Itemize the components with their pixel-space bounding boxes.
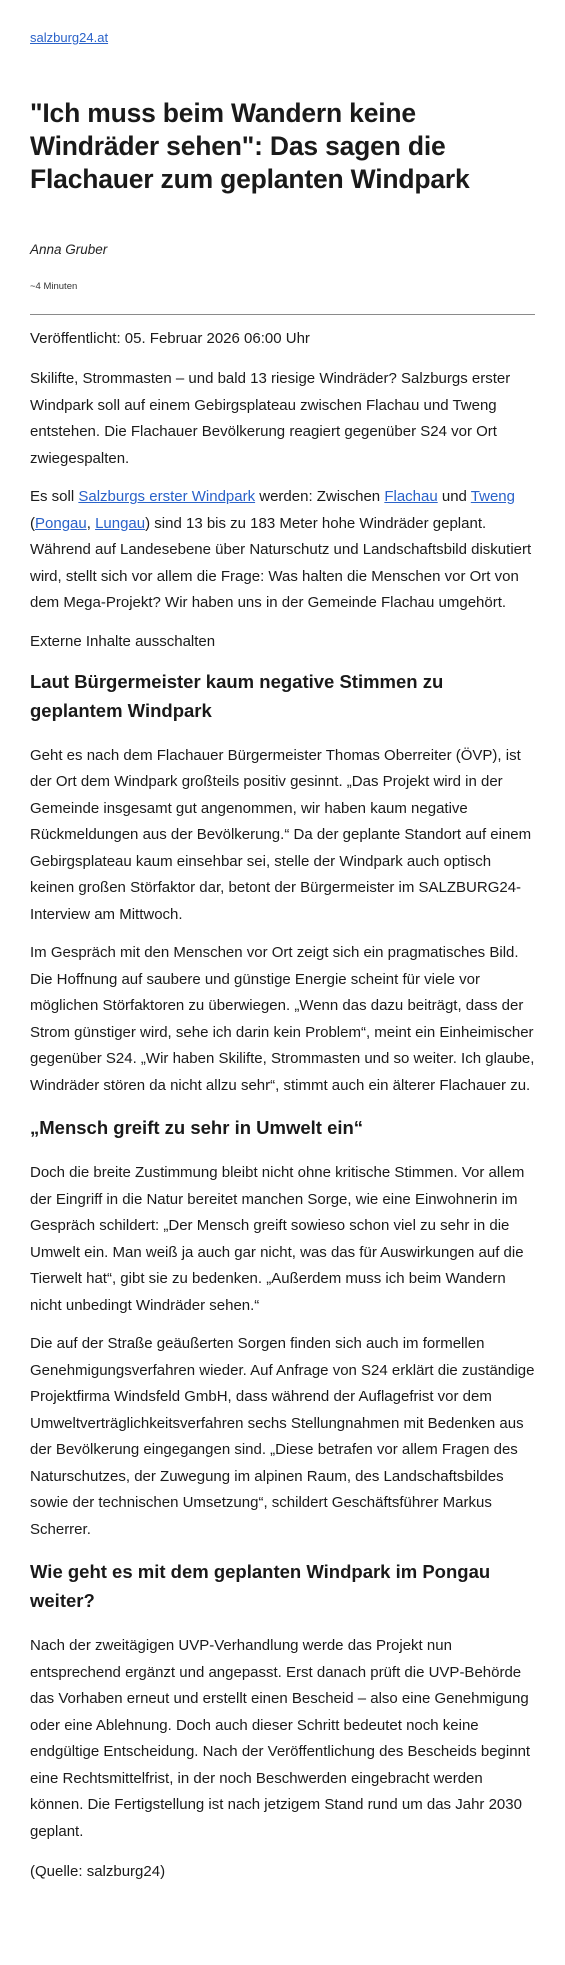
body-paragraph-links: [30, 484, 535, 617]
text-fragment: Es soll: [30, 488, 79, 505]
source-note: (Quelle: salzburg24): [30, 1863, 166, 1880]
external-content-toggle[interactable]: Externe Inhalte ausschalten: [30, 632, 216, 650]
article-headline: "Ich muss beim Wandern keine Windräder sehen": Das sagen die Flachauer zum geplanten Windpark: [30, 98, 470, 194]
link-lungau[interactable]: Lungau: [95, 514, 146, 532]
section-heading-umwelt: „Mensch greift zu sehr in Umwelt ein“: [30, 1117, 364, 1138]
published-date: Veröffentlicht: 05. Februar 2026 06:00 Uhr: [30, 330, 310, 347]
intro-paragraph: Skilifte, Strommasten – und bald 13 riesige Windräder? Salzburgs erster Windpark soll auf einem Gebirgsplateau zwischen Flachau und Tweng entstehen. Die Flachauer Bevölkerung reagiert gegenüber S24 vor Ort zwiegespalten.: [30, 370, 511, 467]
link-salzburgs-erster-windpark[interactable]: Salzburgs erster Windpark: [78, 488, 256, 505]
body-paragraph: Im Gespräch mit den Menschen vor Ort zeigt sich ein pragmatisches Bild. Die Hoffnung auf saubere und günstige Energie scheint für viele vor möglichen Störfaktoren zu überwiegen. „Wenn das dazu beiträgt, dass der Strom günstiger wird, sehe ich darin kein Problem“, meint ein Einheimischer gegenüber S24. „Wir haben Skilifte, Strommasten und so weiter. Ich glaube, Windräder stören da nicht allzu sehr“, stimmt auch ein älterer Flachauer zu.: [30, 944, 535, 1094]
text-fragment: und: [437, 488, 471, 505]
source-site-link[interactable]: salzburg24.at: [30, 30, 109, 45]
body-paragraph: Doch die breite Zustimmung bleibt nicht ohne kritische Stimmen. Vor allem der Eingriff in die Natur bereitet manchen Sorge, wie eine Einwohnerin im Gespräch schildert: „Der Mensch greift sowieso schon viel zu sehr in die Umwelt ein. Man weiß ja auch gar nicht, was das für Auswirkungen auf die Tierwelt hat“, gibt sie zu bedenken. „Außerdem muss ich beim Wandern nicht unbedingt Windräder sehen.“: [30, 1164, 525, 1314]
body-paragraph: Die auf der Straße geäußerten Sorgen finden sich auch im formellen Genehmigungsverfahren wieder. Auf Anfrage von S24 erklärt die zuständige Projektfirma Windsfeld GmbH, dass während der Auflagefrist vor dem Umweltverträglichkeitsverfahren sechs Stellungnahmen mit Bedenken aus der Bevölkerung eingegangen sind. „Diese betrafen vor allem Fragen des Naturschutzes, der Zuwegung im alpinen Raum, des Landschaftsbildes sowie der technischen Umsetzung“, schildert Geschäftsführer Markus Scherrer.: [30, 1335, 535, 1538]
article-author: Anna Gruber: [30, 242, 108, 257]
section-heading-buergermeister: Laut Bürgermeister kaum negative Stimmen zu geplantem Windpark: [30, 670, 444, 721]
header-divider: [30, 314, 535, 315]
body-paragraph: Geht es nach dem Flachauer Bürgermeister Thomas Oberreiter (ÖVP), ist der Ort dem Windpark großteils positiv gesinnt. „Das Projekt wird in der Gemeinde insgesamt gut angenommen, wir haben kaum negative Rückmeldungen aus der Bevölkerung.“ Da der geplante Standort auf einem Gebirgsplateau kaum einsehbar sei, stelle der Windpark auch optisch keinen großen Störfaktor dar, betont der Bürgermeister im SALZBURG24-Interview am Mittwoch.: [30, 746, 532, 923]
text-fragment: werden: Zwischen: [255, 488, 385, 505]
reading-time: ~4 Minuten: [30, 281, 78, 292]
body-paragraph: Nach der zweitägigen UVP-Verhandlung werde das Projekt nun entsprechend ergänzt und angepasst. Erst danach prüft die UVP-Behörde das Vorhaben erneut und erstellt einen Bescheid – also eine Genehmigung oder eine Ablehnung. Doch auch dieser Schritt bedeutet noch keine endgültige Entscheidung. Nach der Veröffentlichung des Bescheids beginnt eine Rechtsmittelfrist, in der noch Beschwerden eingebracht werden können. Die Fertigstellung ist nach jetzigem Stand rund um das Jahr 2030 geplant.: [30, 1637, 531, 1840]
link-flachau[interactable]: Flachau: [384, 488, 438, 505]
section-heading-weiter: Wie geht es mit dem geplanten Windpark im Pongau weiter?: [30, 1561, 491, 1611]
text-fragment: (: [30, 514, 35, 532]
link-tweng[interactable]: Tweng: [470, 488, 515, 505]
text-fragment: ) sind 13 bis zu 183 Meter hohe Windräder geplant. Während auf Landesebene über Naturschutz und Landschaftsbild diskutiert wird, stellt sich vor allem die Frage: Was halten die Menschen vor Ort von dem Mega-Projekt? Wir haben uns in der Gemeinde Flachau umgehört.: [30, 514, 532, 611]
link-pongau[interactable]: Pongau: [35, 514, 87, 532]
text-fragment: ,: [86, 514, 96, 532]
